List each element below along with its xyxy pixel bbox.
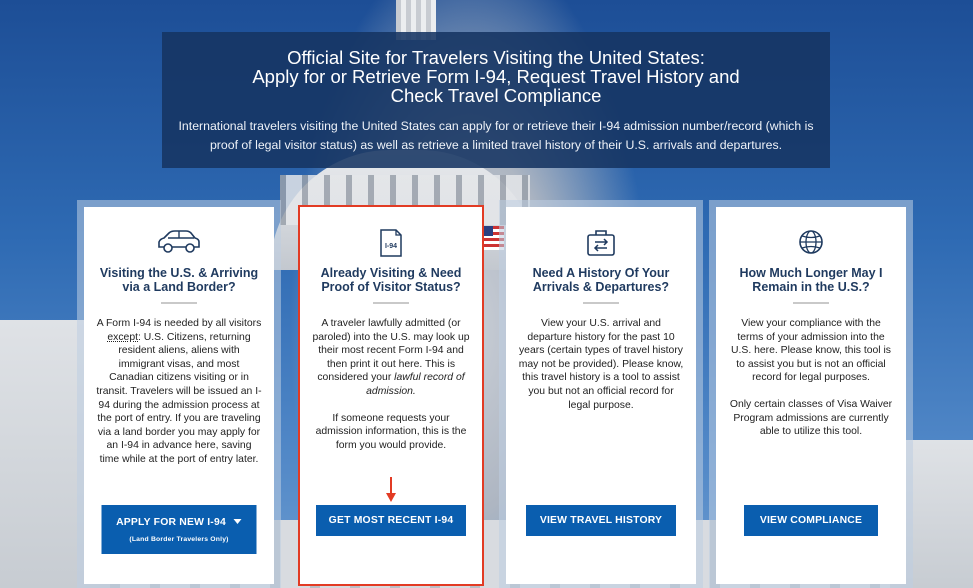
hero-title-line1: Official Site for Travelers Visiting the United States:	[287, 47, 705, 68]
travel-history-icon	[586, 229, 616, 257]
divider	[583, 302, 619, 304]
car-icon	[156, 229, 202, 255]
card-body: A traveler lawfully admitted (or paroled) into the U.S. may look up their most recent Form I-94 and then print it out here. This is considered your lawful record of admission. If someone requests your admission information, this is the form you would provide.	[312, 318, 470, 451]
card-title: How Much Longer May I Remain in the U.S.?	[739, 266, 883, 294]
view-compliance-button[interactable]: VIEW COMPLIANCE	[744, 505, 878, 536]
card-title: Already Visiting & Need Proof of Visitor Status?	[320, 266, 462, 294]
card-body: View your U.S. arrival and departure history for the past 10 years (certain types of travel history may not be provided). Please know, this travel history is a tool to assist you but not an official record for legal purpose.	[518, 318, 684, 411]
divider	[793, 302, 829, 304]
except-link[interactable]: except	[107, 331, 138, 343]
card-travel-history	[506, 207, 696, 584]
hero-title-line3: Check Travel Compliance	[390, 85, 602, 106]
red-arrow-icon	[386, 477, 396, 502]
hero-title-line2: Apply for or Retrieve Form I-94, Request Travel History and	[252, 66, 740, 87]
hero-description: International travelers visiting the United States can apply for or retrieve their I-94 admission number/record (which is proof of legal visitor status) as well as retrieve a limited travel history of their U.S. arrivals and departures.	[178, 119, 814, 152]
caret-down-icon	[234, 519, 242, 524]
card-land-border	[84, 207, 274, 584]
get-most-recent-i94-button[interactable]: GET MOST RECENT I-94	[316, 505, 466, 536]
divider	[161, 302, 197, 304]
hero-title	[162, 48, 830, 105]
apply-new-i94-button[interactable]: APPLY FOR NEW I-94 (Land Border Travelers Only)	[102, 505, 257, 554]
card-body: View your compliance with the terms of your admission into the U.S. here. Please know, this tool is to assist you but is not an official record for legal purposes. Only certain classes of Visa Waiver Program admissions are currently able to utilize this tool.	[729, 318, 893, 438]
globe-icon	[798, 229, 824, 255]
view-travel-history-button[interactable]: VIEW TRAVEL HISTORY	[526, 505, 676, 536]
divider	[373, 302, 409, 304]
card-compliance	[716, 207, 906, 584]
card-proof-of-status	[300, 207, 482, 584]
hero-banner	[162, 32, 830, 168]
i94-document-icon	[380, 229, 402, 257]
svg-text:I-94: I-94	[384, 243, 398, 250]
us-flag-icon	[484, 226, 504, 250]
card-title: Need A History Of Your Arrivals & Departures?	[532, 266, 670, 294]
card-body: A Form I-94 is needed by all visitors except: U.S. Citizens, returning resident aliens, aliens with immigrant visas, and most Canadian citizens visiting or in transit. Travelers will be issued an I-94 during the admission process at the port of entry. If you are traveling via a land border you may apply for an I-94 in advance here, saving time while at the port of entry later.	[96, 318, 262, 465]
card-title: Visiting the U.S. & Arriving via a Land Border?	[99, 266, 259, 294]
